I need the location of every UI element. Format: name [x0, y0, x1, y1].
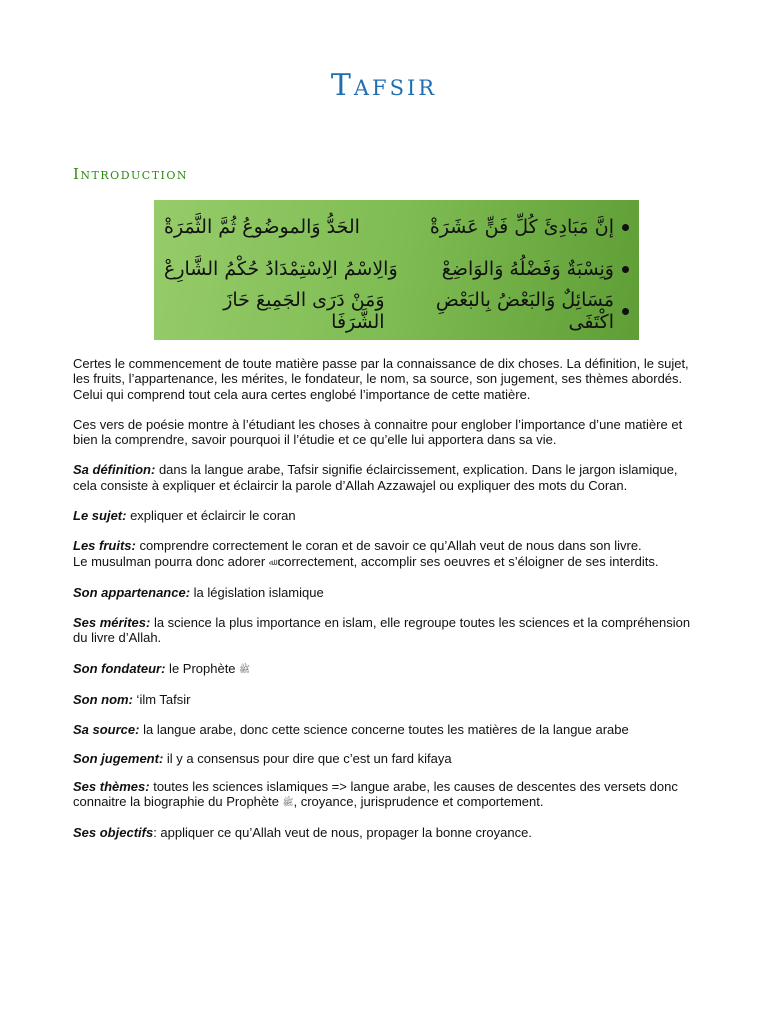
allah-glyph-icon: ﷲ [268, 556, 275, 567]
item-label: Ses objectifs [73, 825, 154, 841]
item-label: Sa définition: [73, 462, 156, 478]
salawat-glyph-icon: ﷺ [239, 663, 251, 674]
item-text: il y a consensus pour dire que c’est un fard kifaya [163, 750, 452, 766]
item-text: la langue arabe, donc cette science concerne toutes les matières de la langue arabe [139, 722, 629, 738]
item-text: toutes les sciences islamiques => langue arabe, les causes de descentes des versets donc connaitre la biographie du Prophète [73, 778, 678, 810]
item-text: la législation islamique [190, 584, 324, 600]
item-fruits [73, 538, 699, 570]
item-jugement [73, 751, 699, 766]
document-title: Tafsir [330, 68, 438, 103]
bullet-icon [622, 308, 629, 315]
poem-verse-right: مَسَائِلٌ وَالبَعْضُ بِالبَعْضِ اكْتَفَى [435, 289, 614, 333]
bullet-icon [622, 266, 629, 273]
item-text: , croyance, jurisprudence et comportement. [293, 794, 544, 810]
item-objectifs [73, 825, 699, 840]
item-text: comprendre correctement le coran et de savoir ce qu’Allah veut de nous dans son livre. [135, 538, 642, 554]
item-themes [73, 779, 699, 811]
item-text: ‘ilm Tafsir [132, 691, 191, 707]
poem-row [164, 248, 629, 290]
item-text: expliquer et éclaircir le coran [126, 508, 296, 524]
item-definition [73, 462, 699, 493]
item-text: la science la plus importance en islam, elle regroupe toutes les sciences et la compréhension du livre d’Allah. [73, 615, 691, 646]
item-merites [73, 615, 699, 646]
poem-verse-right: وَنِسْبَةٌ وَفَضْلُهُ وَالوَاضِعْ [441, 258, 614, 280]
item-label: Son fondateur: [73, 660, 166, 676]
item-nom [73, 692, 699, 707]
item-fondateur [73, 661, 699, 677]
item-label: Son appartenance: [73, 584, 191, 600]
item-text: Le musulman pourra donc adorer [73, 553, 269, 569]
item-source [73, 722, 699, 737]
item-sujet [73, 508, 699, 523]
poem-verse-left: وَالِاسْمُ الِاسْتِمْدَادُ حُكْمُ الشَّارِعْ [164, 258, 398, 280]
poem-verse-left: وَمَنْ دَرَى الجَمِيعَ حَازَ الشَّرَفَا [223, 289, 385, 333]
intro-paragraph-2: Ces vers de poésie montre à l’étudiant les choses à connaitre pour englober l’importance d’une matière et bien la comprendre, savoir pourquoi il l’étudie et ce qu’elle lui apportera dans sa vie. [73, 416, 683, 448]
poem-verse-left: الحَدُّ وَالموضُوعُ ثُمَّ الثَّمَرَةْ [164, 216, 360, 238]
document-body [73, 356, 699, 856]
item-text: correctement, accomplir ses oeuvres et s’éloigner de ses interdits. [274, 553, 659, 569]
item-label: Son nom: [73, 691, 133, 707]
section-heading-introduction: Introduction [73, 165, 189, 183]
item-appartenance [73, 585, 699, 600]
item-label: Ses thèmes: [73, 778, 150, 794]
item-label: Sa source: [73, 722, 140, 738]
item-label: Les fruits: [73, 538, 136, 554]
item-label: Son jugement: [73, 750, 164, 766]
item-label: Ses mérites: [73, 615, 151, 631]
item-label: Le sujet: [73, 508, 127, 524]
item-text: le Prophète [165, 660, 240, 676]
item-text: dans la langue arabe, Tafsir signifie éclaircissement, explication. Dans le jargon islamique, cela consiste à expliquer et éclaircir la parole d’Allah Azzawajel ou expliquer des mots du Coran. [73, 462, 678, 493]
arabic-poem-image [154, 200, 639, 340]
poem-verse-right: إنَّ مَبَادِئَ كُلِّ فَنٍّ عَشَرَةْ [429, 216, 614, 238]
bullet-icon [622, 224, 629, 231]
item-text: : appliquer ce qu’Allah veut de nous, propager la bonne croyance. [153, 825, 532, 841]
intro-paragraph-1: Certes le commencement de toute matière passe par la connaissance de dix choses. La définition, le sujet, les fruits, l’appartenance, les mérites, le fondateur, le nom, sa source, son jugement, ses thèmes abordés. Celui qui comprend tout cela aura certes englobé l’importance de cette matière. [73, 356, 689, 402]
salawat-glyph-icon: ﷺ [282, 797, 294, 808]
poem-row [164, 206, 629, 248]
poem-row [164, 290, 629, 332]
